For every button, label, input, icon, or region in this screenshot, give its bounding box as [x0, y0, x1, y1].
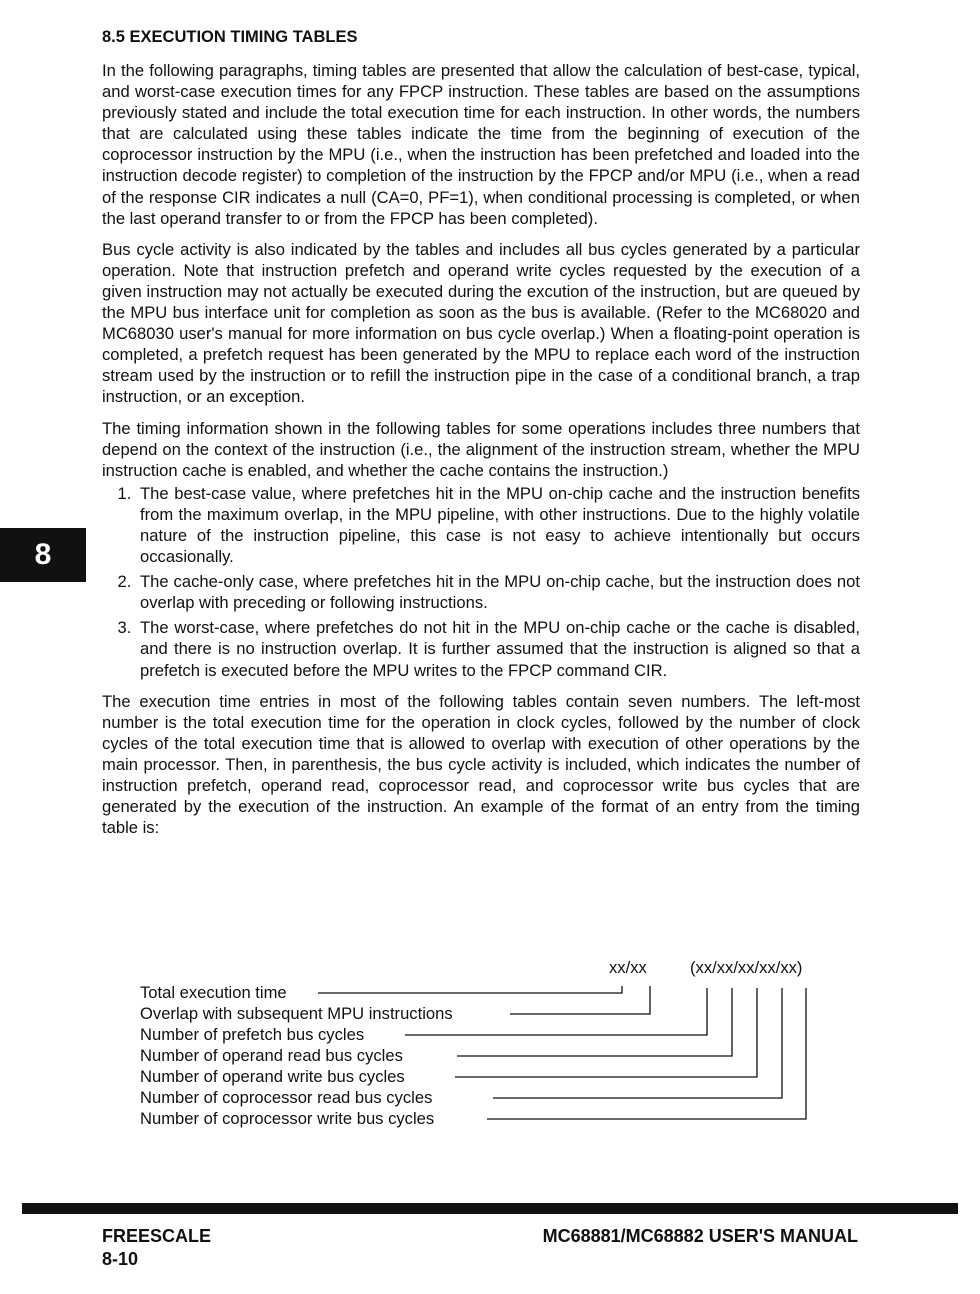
footer-rule [22, 1203, 958, 1214]
leader-line [487, 988, 806, 1119]
chapter-tab: 8 [0, 528, 86, 582]
leader-line [318, 986, 622, 993]
footer-publisher: FREESCALE [102, 1226, 212, 1246]
leader-line [457, 988, 732, 1056]
leader-line [493, 988, 782, 1098]
diagram-label: Number of coprocessor read bus cycles [140, 1087, 435, 1108]
list-item: 3. The worst-case, where prefetches do not hit in the MPU on-chip cache or the cache is disabled, and there is no instruction overlap. It is further assumed that the instruction is aligned so that a prefetch is executed before the MPU writes to the FPCP command CIR. [136, 617, 860, 680]
list-item: 1. The best-case value, where prefetches hit in the MPU on-chip cache and the instruction benefits from the maximum overlap, in the MPU pipeline, with other instructions. Due to the highly volatile nature of the instruction pipeline, this case is not easy to achieve intentionally but occurs occasionally. [136, 483, 860, 567]
paragraph: In the following paragraphs, timing tables are presented that allow the calculation of best-case, typical, and worst-case execution times for any FPCP instruction. These tables are based on the assumptions previously stated and include the total execution time for each instruction. In other words, the numbers that are calculated using these tables indicate the time from the beginning of execution of the coprocessor instruction by the MPU (i.e., when the instruction has been prefetched and loaded into the instruction decode register) to completion of the instruction by the FPCP and/or MPU (i.e., when a read of the response CIR indicates a null (CA=0, PF=1), when conditional processing is completed, or when the last operand transfer to or from the FPCP has been completed). [102, 61, 860, 228]
diagram-label: Total execution time [140, 982, 290, 1003]
paragraph: The execution time entries in most of the following tables contain seven numbers. The left-most number is the total execution time for the operation in clock cycles, followed by the number of clock cycles of the total execution time that is allowed to overlap with execution of other operations by the main processor. Then, in parenthesis, the bus cycle activity is included, which indicates the number of instruction prefetch, operand read, coprocessor read, and coprocessor write bus cycles that are generated by the execution of the instruction. An example of the format of an entry from the timing table is: [102, 691, 860, 838]
diagram-header-left: xx/xx [609, 958, 647, 977]
list-item: 2. The cache-only case, where prefetches hit in the MPU on-chip cache, but the instruction does not overlap with preceding or following instructions. [136, 571, 860, 613]
leader-line [455, 988, 757, 1077]
paragraph: The timing information shown in the following tables for some operations includes three numbers that depend on the context of the instruction (i.e., the alignment of the instruction stream, whether the MPU instruction cache is enabled, and whether the cache contains the instruction.) [102, 418, 860, 480]
diagram-label: Number of coprocessor write bus cycles [140, 1108, 437, 1129]
paragraph: Bus cycle activity is also indicated by the tables and includes all bus cycles generated by a particular operation. Note that instruction prefetch and operand write cycles requested by the execution of a given instruction may not actually be executed during the excution of the instruction, but are queued by the MPU bus interface unit for completion as soon as the bus is available. (Refer to the MC68020 and MC68030 user's manual for more information on bus cycle overlap.) When a floating-point operation is completed, a prefetch request has been generated by the MPU to replace each word of the instruction stream used by the instruction or to refill the instruction pipe in the case of a conditional branch, a trap instruction, or an exception. [102, 239, 860, 407]
diagram-label: Number of prefetch bus cycles [140, 1024, 367, 1045]
diagram-label: Number of operand write bus cycles [140, 1066, 408, 1087]
leader-line [510, 986, 650, 1014]
diagram-label: Number of operand read bus cycles [140, 1045, 406, 1066]
section-heading: 8.5 EXECUTION TIMING TABLES [102, 28, 358, 46]
footer-manual-title: MC68881/MC68882 USER'S MANUAL [542, 1226, 858, 1246]
diagram-label: Overlap with subsequent MPU instructions [140, 1003, 456, 1024]
footer-page-number: 8-10 [102, 1249, 139, 1269]
diagram-header-right: (xx/xx/xx/xx/xx) [690, 958, 803, 977]
